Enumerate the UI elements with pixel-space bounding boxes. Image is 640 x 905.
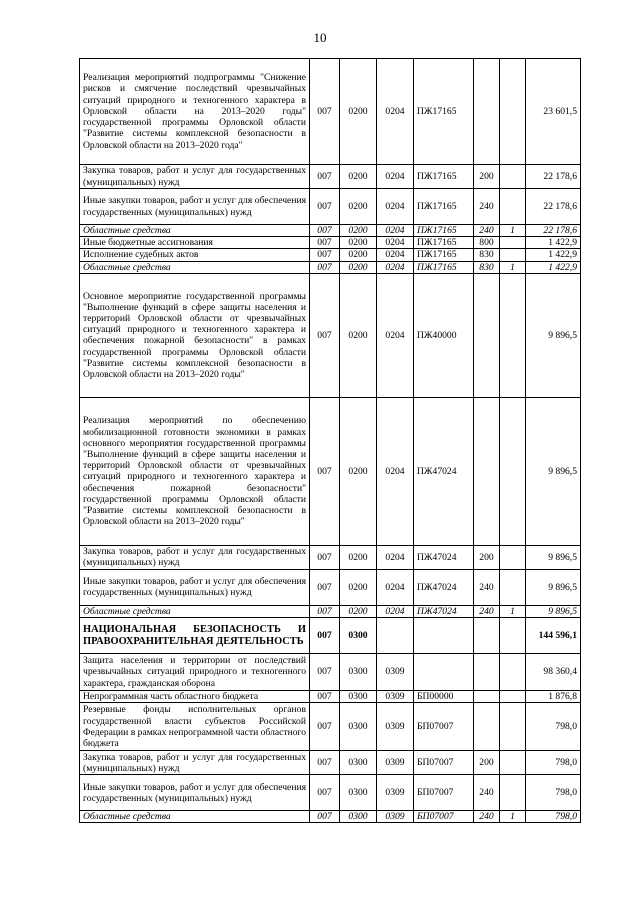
row-csr-code: ПЖ17165 — [414, 59, 474, 165]
budget-table-body — [80, 59, 581, 823]
row-csr-code: ПЖ17165 — [414, 261, 474, 273]
row-amount: 798,0 — [526, 775, 581, 811]
row-pr-code: 0204 — [377, 165, 414, 189]
row-amount: 9 896,5 — [526, 605, 581, 617]
row-csr-code: ПЖ17165 — [414, 189, 474, 225]
table-row — [80, 59, 581, 165]
row-gr-code: 007 — [310, 249, 340, 261]
budget-table — [79, 58, 581, 823]
row-pr-code: 0204 — [377, 397, 414, 545]
row-csr-code: ПЖ47024 — [414, 397, 474, 545]
row-amount: 9 896,5 — [526, 397, 581, 545]
row-vr-code — [474, 273, 500, 397]
row-pr-code: 0204 — [377, 261, 414, 273]
row-name: Закупка товаров, работ и услуг для государственных (муниципальных) нужд — [80, 545, 310, 569]
row-pr-code: 0204 — [377, 225, 414, 237]
row-pr-code: 0204 — [377, 59, 414, 165]
row-name: Исполнение судебных актов — [80, 249, 310, 261]
table-row — [80, 249, 581, 261]
row-pr-code: 0309 — [377, 775, 414, 811]
row-vr-code — [474, 397, 500, 545]
row-csr-code: ПЖ17165 — [414, 249, 474, 261]
row-name: Основное мероприятие государственной программы "Выполнение функций в сфере защиты населения и территорий Орловской области от чрезвычайных ситуаций природного и техногенного характера и обеспечения пожарной безопасности" в рамках государственной программы Орловской области "Развитие системы комплексной безопасности в Орловской области на 2013–2020 годы" — [80, 273, 310, 397]
row-gr-code: 007 — [310, 59, 340, 165]
table-row — [80, 775, 581, 811]
row-gr-code: 007 — [310, 225, 340, 237]
table-row — [80, 751, 581, 775]
row-vr-code: 200 — [474, 165, 500, 189]
row-pr-code: 0309 — [377, 751, 414, 775]
table-row — [80, 397, 581, 545]
row-name: Областные средства — [80, 811, 310, 823]
row-name: Иные закупки товаров, работ и услуг для обеспечения государственных (муниципальных) нужд — [80, 775, 310, 811]
row-pr-code: 0309 — [377, 703, 414, 751]
row-gr-code: 007 — [310, 545, 340, 569]
row-vr-code: 240 — [474, 605, 500, 617]
row-source-code — [500, 545, 526, 569]
row-amount: 144 596,1 — [526, 618, 581, 654]
row-vr-code — [474, 654, 500, 691]
row-amount: 9 896,5 — [526, 273, 581, 397]
row-vr-code — [474, 691, 500, 703]
row-vr-code: 240 — [474, 569, 500, 605]
row-gr-code: 007 — [310, 165, 340, 189]
row-gr-code: 007 — [310, 775, 340, 811]
row-amount: 1 876,8 — [526, 691, 581, 703]
row-pr-code: 0204 — [377, 605, 414, 617]
table-row — [80, 273, 581, 397]
row-vr-code — [474, 618, 500, 654]
row-source-code — [500, 273, 526, 397]
row-vr-code: 240 — [474, 225, 500, 237]
row-amount: 23 601,5 — [526, 59, 581, 165]
row-source-code — [500, 237, 526, 249]
row-source-code: 1 — [500, 811, 526, 823]
row-rz-code: 0200 — [340, 397, 377, 545]
row-gr-code: 007 — [310, 751, 340, 775]
row-amount: 798,0 — [526, 703, 581, 751]
row-source-code: 1 — [500, 605, 526, 617]
row-csr-code: ПЖ17165 — [414, 237, 474, 249]
row-source-code — [500, 618, 526, 654]
row-name: Закупка товаров, работ и услуг для государственных (муниципальных) нужд — [80, 751, 310, 775]
table-row — [80, 703, 581, 751]
row-rz-code: 0200 — [340, 165, 377, 189]
row-rz-code: 0200 — [340, 225, 377, 237]
row-name: Реализация мероприятий подпрограммы "Снижение рисков и смягчение последствий чрезвычайных ситуаций природного и техногенного характера в Орловской области на 2013–2020 годы" государственной программы Орловской области "Развитие системы комплексной безопасности в Орловской области на 2013–2020 года" — [80, 59, 310, 165]
table-row — [80, 618, 581, 654]
row-pr-code: 0309 — [377, 811, 414, 823]
row-name: Иные бюджетные ассигнования — [80, 237, 310, 249]
row-gr-code: 007 — [310, 397, 340, 545]
row-rz-code: 0200 — [340, 189, 377, 225]
row-amount: 798,0 — [526, 751, 581, 775]
row-pr-code: 0204 — [377, 189, 414, 225]
table-row — [80, 165, 581, 189]
row-name: Непрограммная часть областного бюджета — [80, 691, 310, 703]
row-pr-code: 0204 — [377, 545, 414, 569]
table-row — [80, 654, 581, 691]
row-rz-code: 0200 — [340, 59, 377, 165]
row-source-code — [500, 569, 526, 605]
row-rz-code: 0300 — [340, 654, 377, 691]
row-csr-code: ПЖ47024 — [414, 569, 474, 605]
row-vr-code: 830 — [474, 261, 500, 273]
row-vr-code: 240 — [474, 811, 500, 823]
row-amount: 98 360,4 — [526, 654, 581, 691]
row-amount: 1 422,9 — [526, 249, 581, 261]
row-rz-code: 0200 — [340, 237, 377, 249]
row-source-code — [500, 751, 526, 775]
row-vr-code: 800 — [474, 237, 500, 249]
row-gr-code: 007 — [310, 569, 340, 605]
table-row — [80, 261, 581, 273]
row-gr-code: 007 — [310, 189, 340, 225]
row-rz-code: 0200 — [340, 249, 377, 261]
row-gr-code: 007 — [310, 261, 340, 273]
row-csr-code: ПЖ17165 — [414, 165, 474, 189]
table-row — [80, 569, 581, 605]
row-rz-code: 0300 — [340, 618, 377, 654]
row-amount: 1 422,9 — [526, 261, 581, 273]
row-vr-code: 200 — [474, 545, 500, 569]
row-pr-code — [377, 618, 414, 654]
row-rz-code: 0200 — [340, 569, 377, 605]
row-csr-code: БП07007 — [414, 751, 474, 775]
table-row — [80, 189, 581, 225]
row-name: Резервные фонды исполнительных органов государственной власти субъектов Российской Федерации в рамках непрограммной части областного бюджета — [80, 703, 310, 751]
row-vr-code: 240 — [474, 189, 500, 225]
row-pr-code: 0204 — [377, 273, 414, 397]
row-pr-code: 0204 — [377, 569, 414, 605]
row-csr-code: БП07007 — [414, 811, 474, 823]
row-gr-code: 007 — [310, 605, 340, 617]
row-source-code — [500, 59, 526, 165]
row-source-code — [500, 189, 526, 225]
row-gr-code: 007 — [310, 237, 340, 249]
row-vr-code: 200 — [474, 751, 500, 775]
row-name: Реализация мероприятий по обеспечению мобилизационной готовности экономики в рамках основного мероприятия государственной программы "Выполнение функций в сфере защиты населения и территорий Орловской области от чрезвычайных ситуаций природного и техногенного характера и обеспечения пожарной безопасности" государственной программы Орловской области "Развитие системы комплексной безопасности в Орловской области на 2013–2020 годы" — [80, 397, 310, 545]
row-gr-code: 007 — [310, 811, 340, 823]
row-pr-code: 0309 — [377, 654, 414, 691]
row-amount: 22 178,6 — [526, 189, 581, 225]
row-name: НАЦИОНАЛЬНАЯ БЕЗОПАСНОСТЬ И ПРАВООХРАНИТЕЛЬНАЯ ДЕЯТЕЛЬНОСТЬ — [80, 618, 310, 654]
row-name: Областные средства — [80, 225, 310, 237]
page-number: 10 — [313, 30, 327, 45]
row-vr-code: 240 — [474, 775, 500, 811]
row-source-code — [500, 775, 526, 811]
row-gr-code: 007 — [310, 654, 340, 691]
table-row — [80, 811, 581, 823]
row-rz-code: 0200 — [340, 273, 377, 397]
row-pr-code: 0204 — [377, 249, 414, 261]
row-source-code: 1 — [500, 261, 526, 273]
row-rz-code: 0200 — [340, 261, 377, 273]
table-row — [80, 605, 581, 617]
row-amount: 9 896,5 — [526, 569, 581, 605]
row-source-code — [500, 249, 526, 261]
row-name: Областные средства — [80, 605, 310, 617]
row-source-code: 1 — [500, 225, 526, 237]
row-vr-code: 830 — [474, 249, 500, 261]
row-rz-code: 0300 — [340, 811, 377, 823]
table-row — [80, 545, 581, 569]
row-csr-code: БП07007 — [414, 775, 474, 811]
row-amount: 9 896,5 — [526, 545, 581, 569]
row-amount: 1 422,9 — [526, 237, 581, 249]
row-gr-code: 007 — [310, 691, 340, 703]
row-pr-code: 0309 — [377, 691, 414, 703]
table-row — [80, 237, 581, 249]
row-rz-code: 0300 — [340, 703, 377, 751]
row-source-code — [500, 654, 526, 691]
table-row — [80, 691, 581, 703]
row-csr-code: БП07007 — [414, 703, 474, 751]
table-row — [80, 225, 581, 237]
row-csr-code — [414, 618, 474, 654]
row-source-code — [500, 691, 526, 703]
row-csr-code: ПЖ17165 — [414, 225, 474, 237]
row-rz-code: 0300 — [340, 691, 377, 703]
row-rz-code: 0300 — [340, 751, 377, 775]
row-name: Иные закупки товаров, работ и услуг для обеспечения государственных (муниципальных) нужд — [80, 189, 310, 225]
row-amount: 22 178,6 — [526, 225, 581, 237]
row-name: Защита населения и территории от последствий чрезвычайных ситуаций природного и техногенного характера, гражданская оборона — [80, 654, 310, 691]
row-name: Иные закупки товаров, работ и услуг для обеспечения государственных (муниципальных) нужд — [80, 569, 310, 605]
row-csr-code: ПЖ47024 — [414, 545, 474, 569]
row-name: Закупка товаров, работ и услуг для государственных (муниципальных) нужд — [80, 165, 310, 189]
row-amount: 22 178,6 — [526, 165, 581, 189]
row-gr-code: 007 — [310, 703, 340, 751]
row-vr-code — [474, 703, 500, 751]
row-name: Областные средства — [80, 261, 310, 273]
row-amount: 798,0 — [526, 811, 581, 823]
row-csr-code — [414, 654, 474, 691]
row-rz-code: 0300 — [340, 775, 377, 811]
row-pr-code: 0204 — [377, 237, 414, 249]
row-rz-code: 0200 — [340, 605, 377, 617]
row-rz-code: 0200 — [340, 545, 377, 569]
row-source-code — [500, 703, 526, 751]
row-gr-code: 007 — [310, 618, 340, 654]
row-csr-code: ПЖ40000 — [414, 273, 474, 397]
row-gr-code: 007 — [310, 273, 340, 397]
row-vr-code — [474, 59, 500, 165]
row-source-code — [500, 165, 526, 189]
row-csr-code: БП00000 — [414, 691, 474, 703]
row-source-code — [500, 397, 526, 545]
row-csr-code: ПЖ47024 — [414, 605, 474, 617]
